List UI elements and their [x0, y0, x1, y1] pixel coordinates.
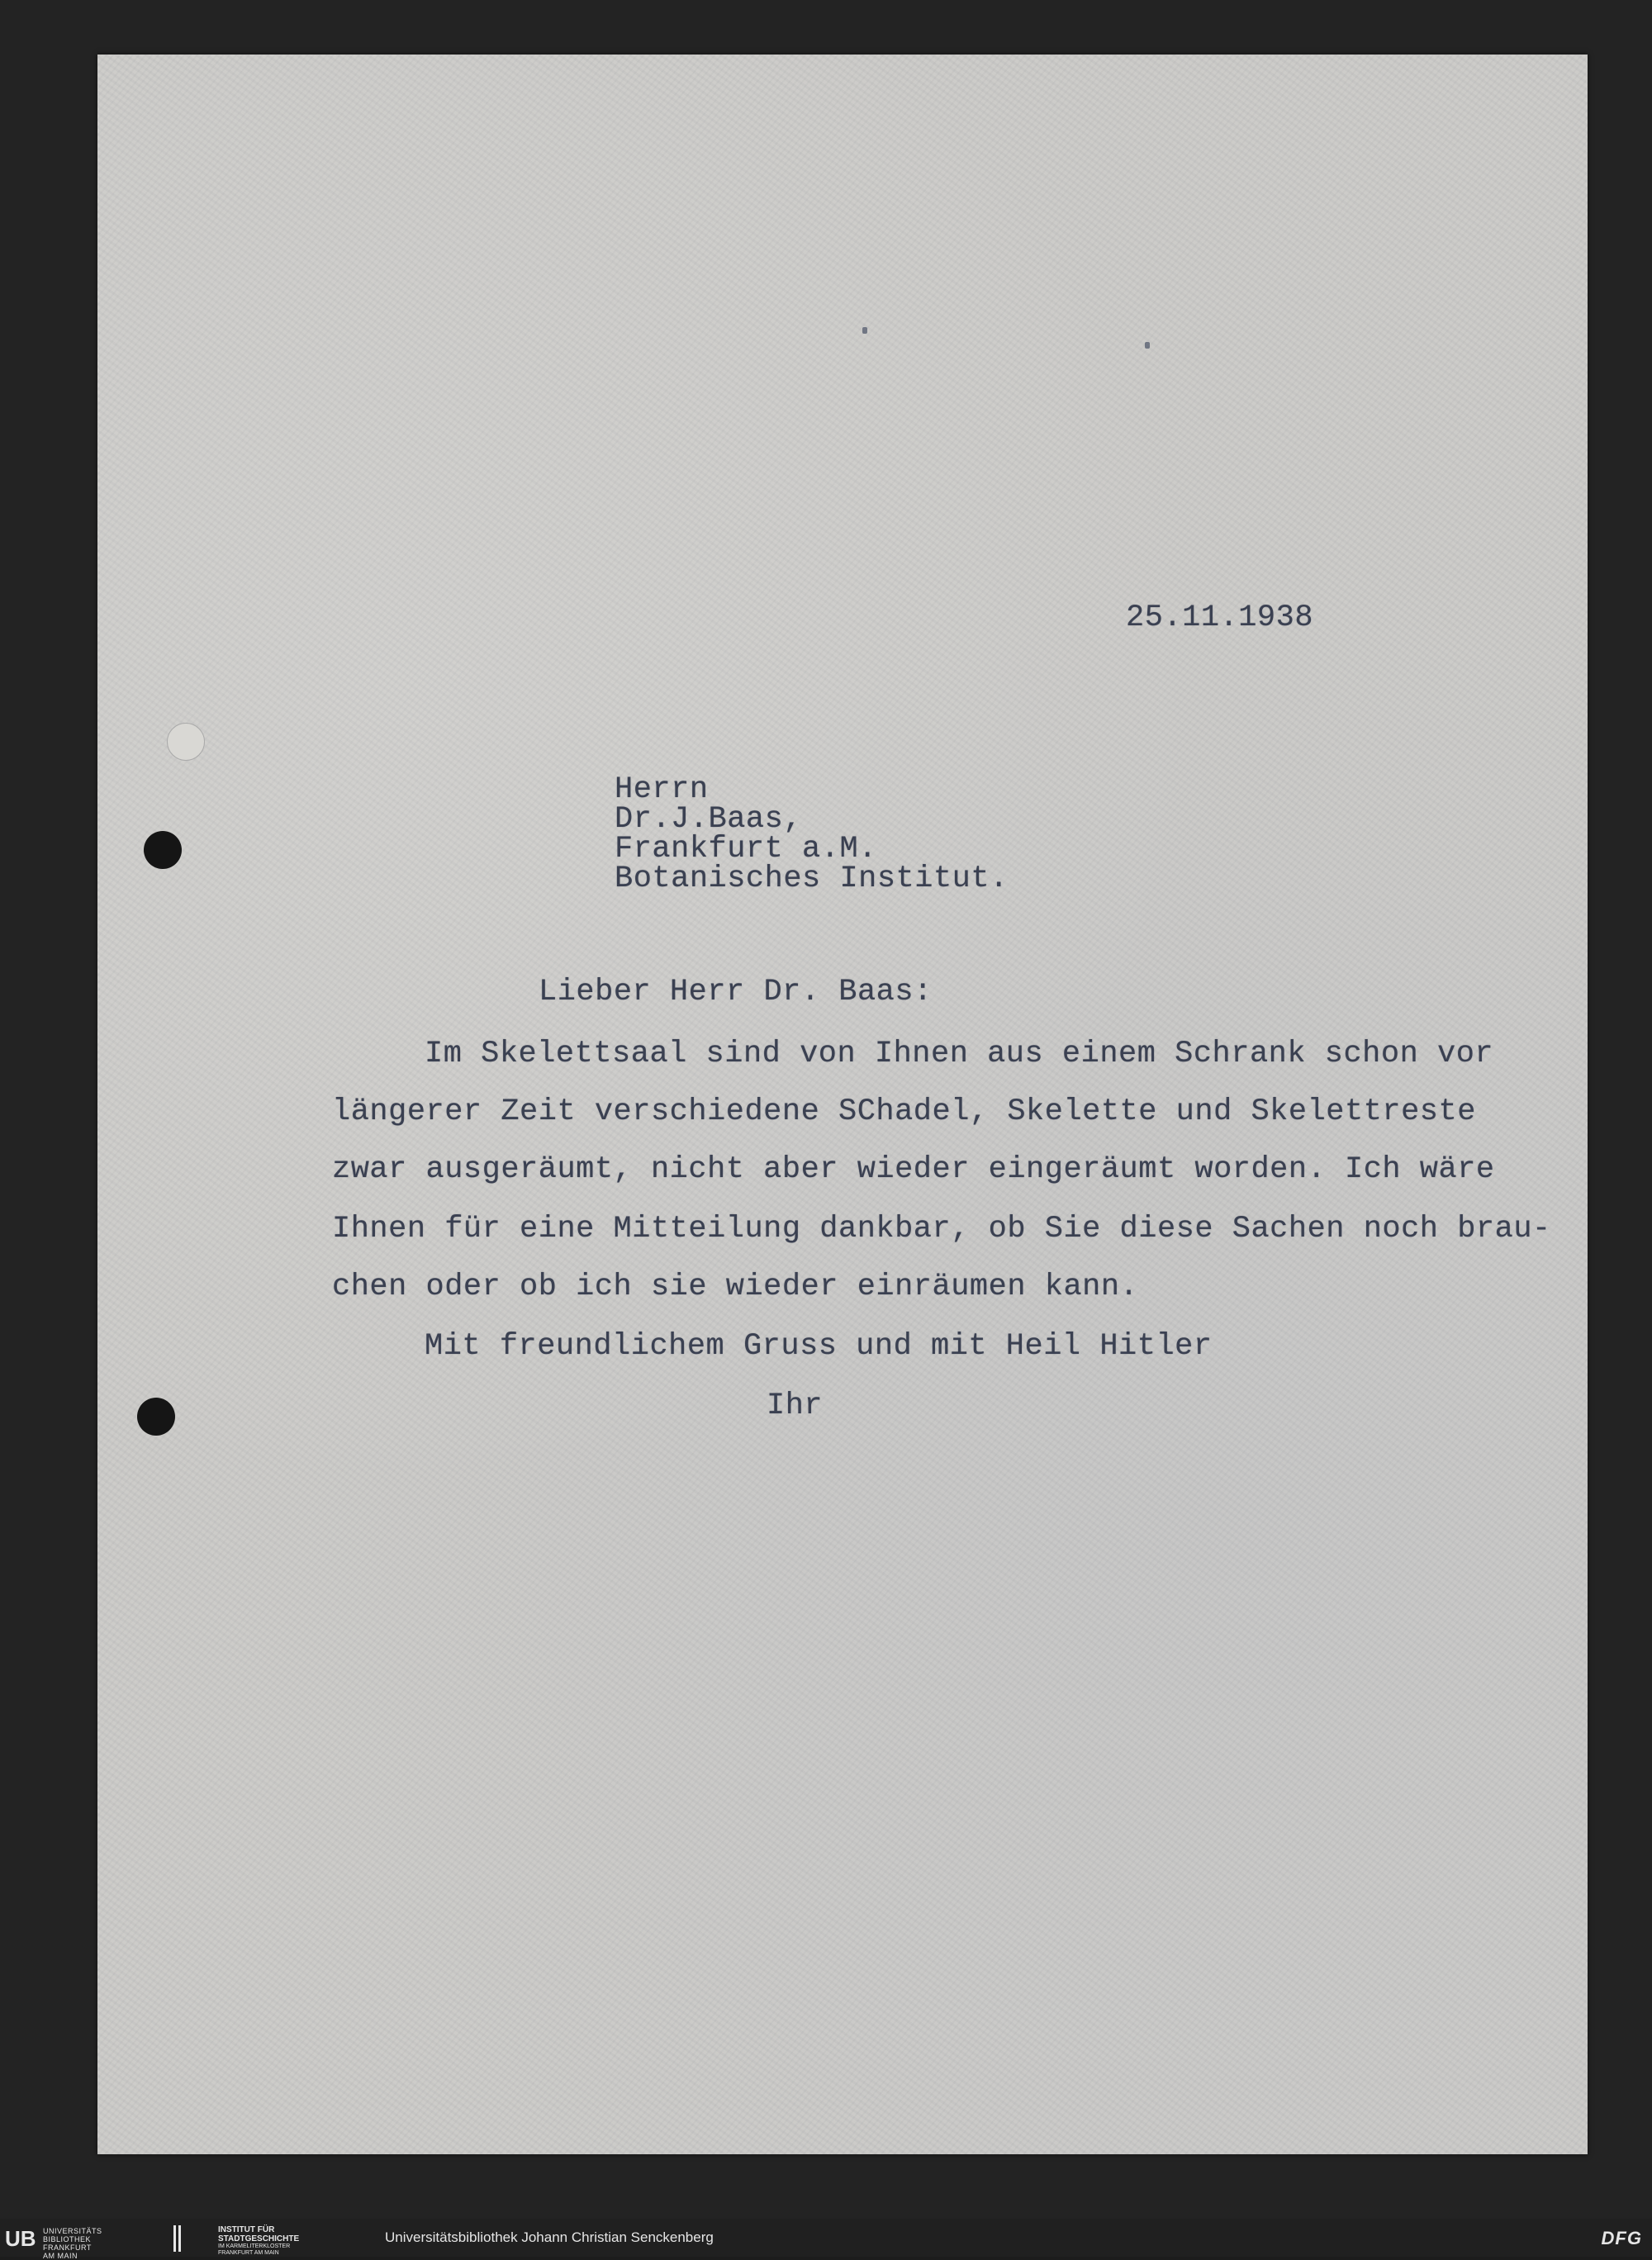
closing-line: Mit freundlichem Gruss und mit Heil Hitler [425, 1329, 1213, 1364]
address-line: Frankfurt a.M. [615, 832, 877, 866]
punch-hole-bottom [137, 1398, 175, 1436]
isg-logo-bar [173, 2225, 176, 2252]
ub-logo[interactable] [5, 2225, 102, 2260]
isg-logo-subtitle [218, 2243, 290, 2257]
body-line: chen oder ob ich sie wieder einräumen kann. [332, 1270, 1139, 1304]
salutation: Lieber Herr Dr. Baas: [539, 975, 933, 1009]
archive-footer [0, 2219, 1652, 2260]
ub-logo-line: BIBLIOTHEK [43, 2235, 92, 2243]
body-line: längerer Zeit verschiedene SChadel, Skelette und Skelettreste [332, 1094, 1476, 1129]
isg-logo-subline: FRANKFURT AM MAIN [218, 2250, 279, 2256]
punch-hole-top [167, 723, 205, 761]
ink-speck [862, 327, 867, 334]
letter-date: 25.11.1938 [1126, 601, 1314, 635]
isg-logo-line: STADTGESCHICHTE [218, 2234, 300, 2243]
dfg-logo[interactable]: DFG [1601, 2228, 1642, 2248]
isg-logo[interactable] [173, 2225, 339, 2256]
isg-logo-line: INSTITUT FÜR [218, 2225, 275, 2234]
isg-logo-title [218, 2225, 299, 2243]
ub-logo-line: FRANKFURT AM MAIN [43, 2243, 92, 2260]
isg-logo-subline: IM KARMELITERKLOSTER [218, 2243, 291, 2249]
signoff: Ihr [767, 1389, 824, 1423]
body-line: Im Skelettsaal sind von Ihnen aus einem Schrank schon vor [425, 1037, 1494, 1071]
address-line: Herrn [615, 772, 709, 807]
body-line: zwar ausgeräumt, nicht aber wieder eingeräumt worden. Ich wäre [332, 1152, 1495, 1187]
library-name: Universitätsbibliothek Johann Christian Senckenberg [385, 2229, 714, 2245]
address-line: Botanisches Institut. [615, 862, 1009, 896]
ink-speck [1145, 342, 1150, 349]
punch-hole-middle [144, 831, 182, 869]
isg-logo-bar [178, 2225, 181, 2252]
ub-logo-text [43, 2227, 102, 2260]
ub-logo-line: UNIVERSITÄTS [43, 2227, 102, 2235]
body-line: Ihnen für eine Mitteilung dankbar, ob Sie diese Sachen noch brau- [332, 1212, 1551, 1246]
ub-mark: UB [5, 2226, 36, 2251]
address-line: Dr.J.Baas, [615, 802, 803, 837]
